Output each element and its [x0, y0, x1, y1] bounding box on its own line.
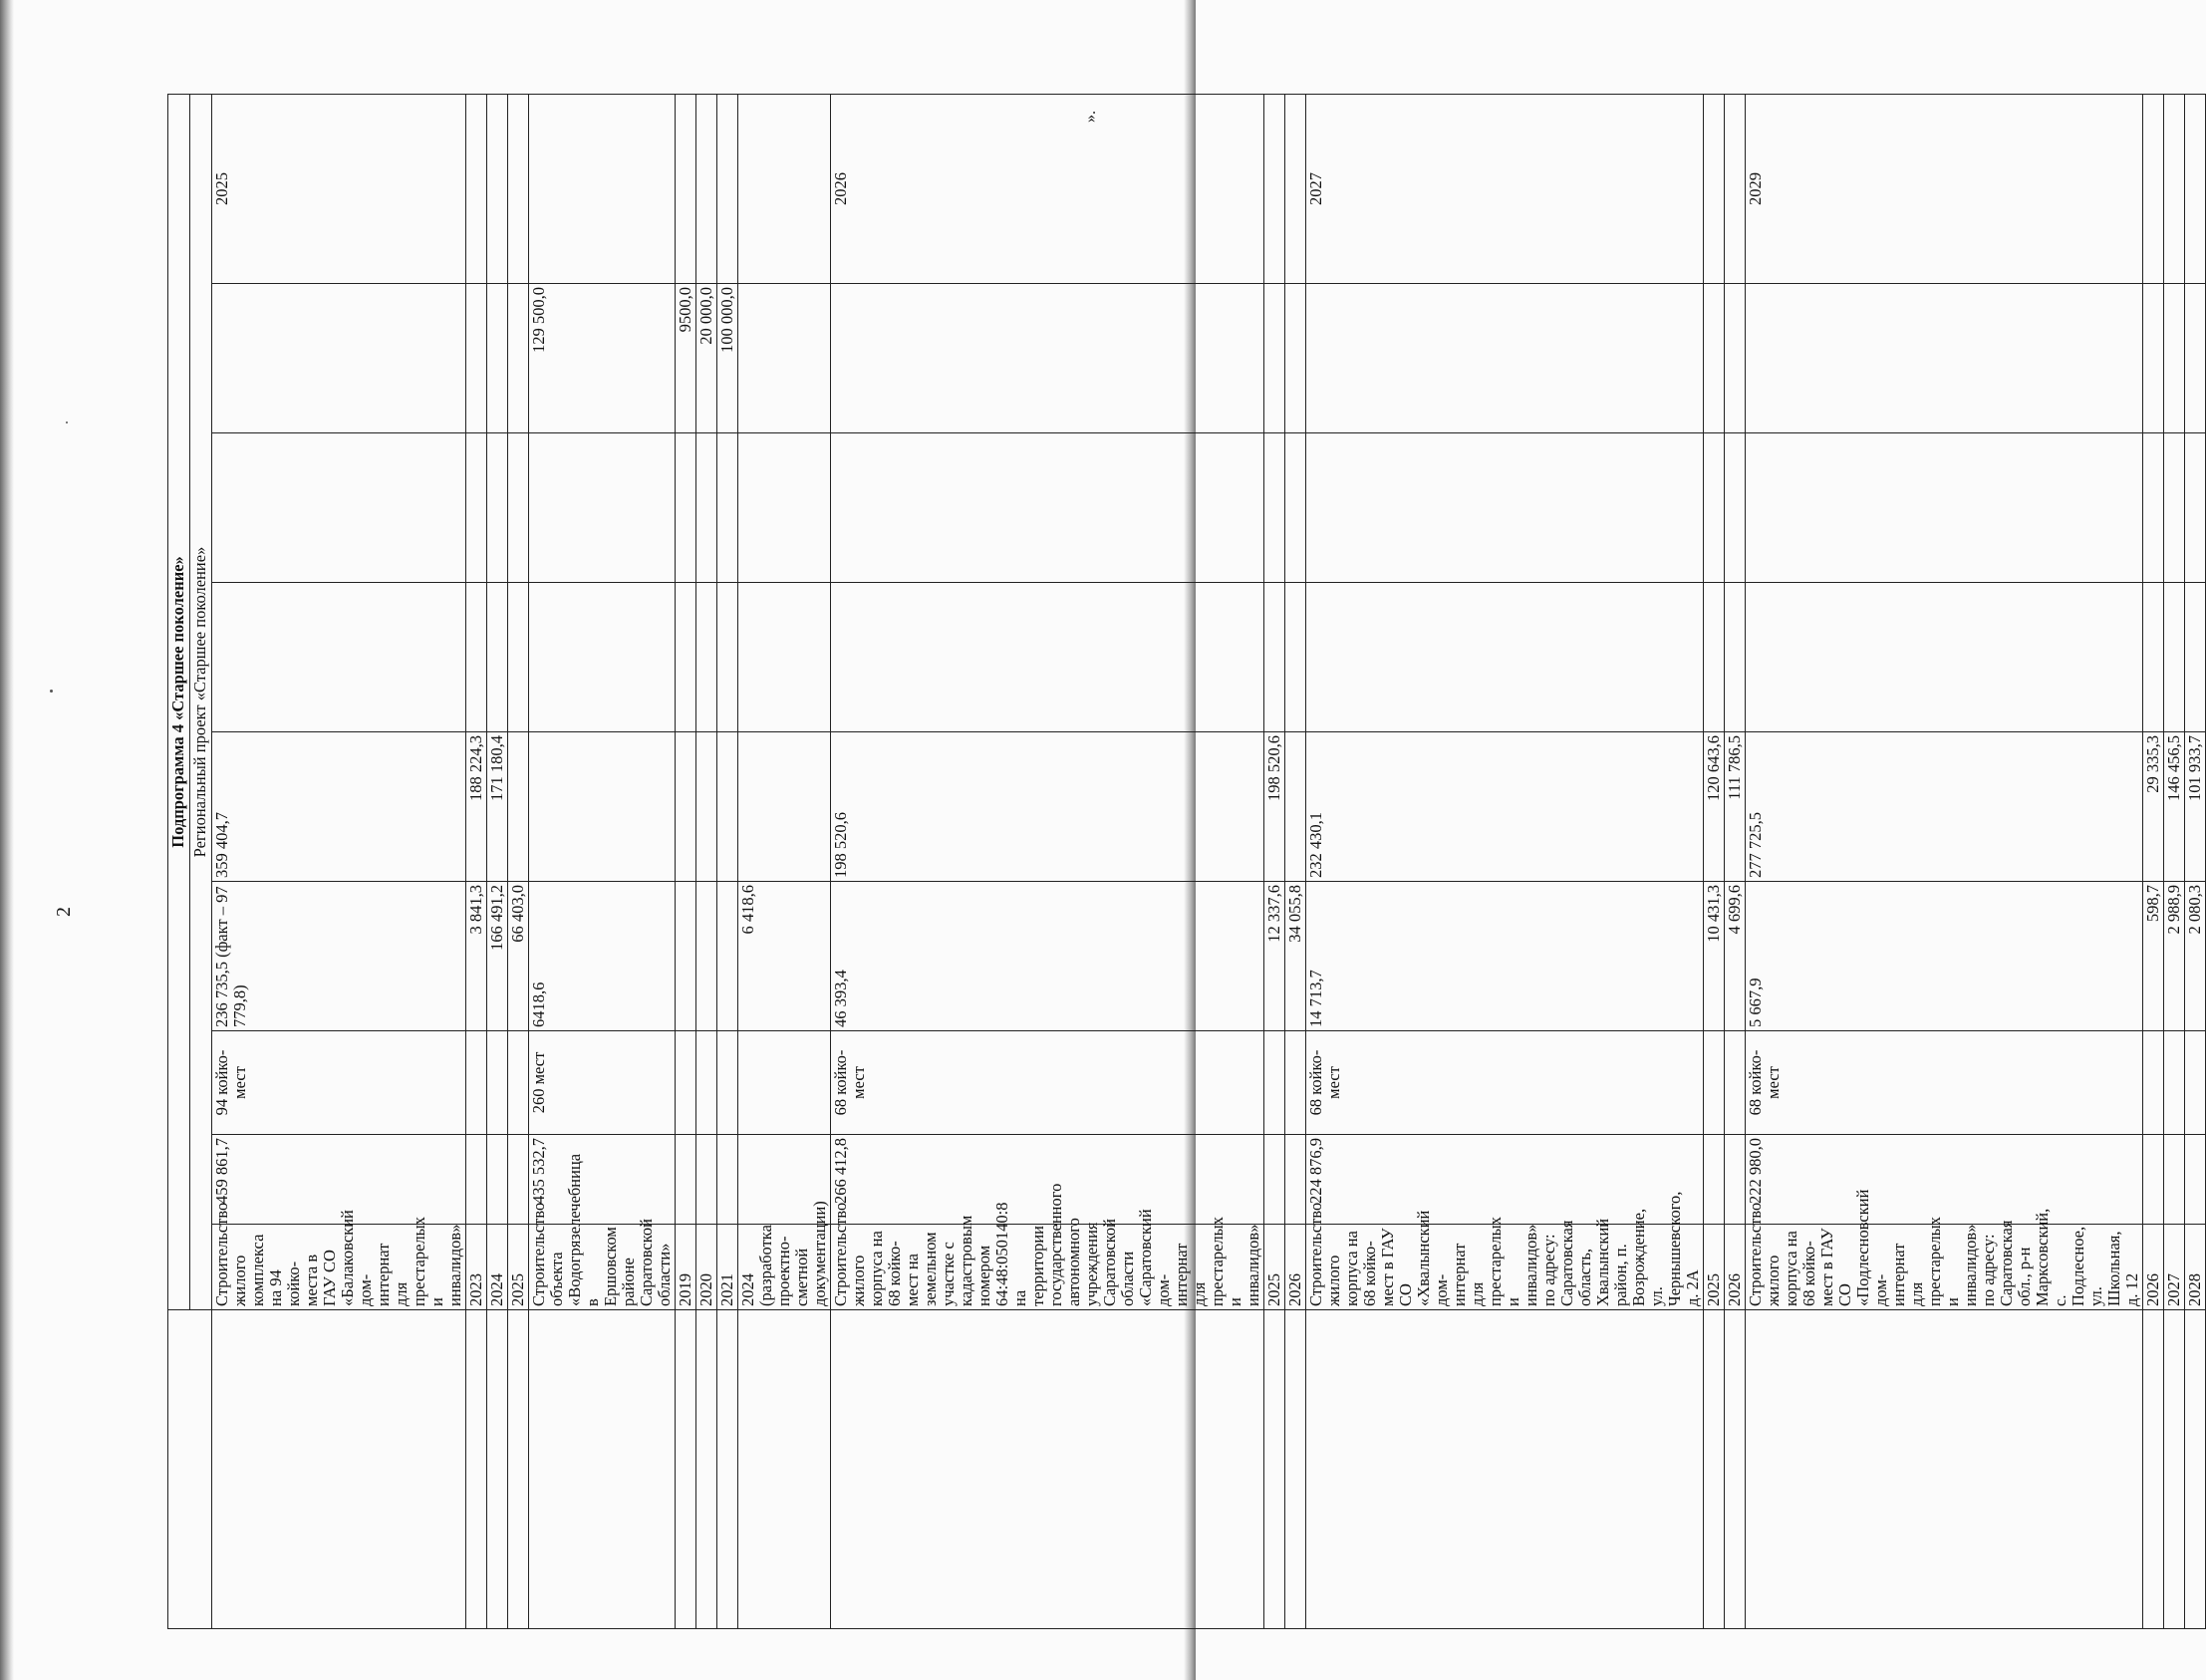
object-value-col5: 359 404,7 — [212, 732, 466, 882]
year-label: 2023 — [466, 1225, 487, 1310]
object-capacity: 68 койко-мест — [1306, 1031, 1704, 1135]
year-value-col8: 100 000,0 — [717, 284, 738, 433]
empty-cell — [487, 583, 508, 732]
object-value-col8 — [1746, 284, 2143, 433]
year-value-col4: 10 431,3 — [1704, 882, 1725, 1031]
object-value-col8 — [831, 284, 1264, 433]
empty-cell — [1285, 433, 1306, 583]
year-value-col4: 6 418,6 — [738, 882, 831, 1031]
object-completion-year: 2029 — [1746, 94, 2143, 283]
empty-cell — [1264, 1031, 1285, 1135]
object-value-col4: 6418,6 — [529, 882, 676, 1031]
row-marker-cell — [487, 1310, 508, 1629]
year-value-col4: 2 988,9 — [2164, 882, 2185, 1031]
empty-cell — [487, 94, 508, 283]
empty-cell — [212, 583, 466, 732]
empty-cell — [487, 1031, 508, 1135]
object-capacity: 68 койко-мест — [831, 1031, 1264, 1135]
object-capacity: 94 койко-мест — [212, 1031, 466, 1135]
object-value-col5: 277 725,5 — [1746, 732, 2143, 882]
year-label: 2025 — [1704, 1225, 1725, 1310]
empty-cell — [466, 583, 487, 732]
title-row — [168, 94, 190, 1628]
year-value-col4: 12 337,6 — [1264, 882, 1285, 1031]
row-marker-cell — [2164, 1310, 2185, 1629]
empty-cell — [1285, 1135, 1306, 1225]
year-value-col8 — [1725, 284, 1746, 433]
year-value-col4: 166 491,2 — [487, 882, 508, 1031]
empty-cell — [1285, 1031, 1306, 1135]
year-value-col5: 198 520,6 — [1264, 732, 1285, 882]
year-label: 2024 — [487, 1225, 508, 1310]
year-row — [1704, 94, 1725, 1628]
row-marker-cell — [190, 1310, 212, 1629]
year-value-col5: 171 180,4 — [487, 732, 508, 882]
empty-cell — [1704, 433, 1725, 583]
year-row — [1725, 94, 1746, 1628]
object-completion-year: 2025 — [212, 94, 466, 283]
row-marker-cell — [212, 1310, 466, 1629]
year-value-col4 — [696, 882, 717, 1031]
year-value-col4: 598,7 — [2143, 882, 2164, 1031]
empty-cell — [1725, 1031, 1746, 1135]
empty-cell — [1704, 1135, 1725, 1225]
year-row — [466, 94, 487, 1628]
year-value-col8 — [2143, 284, 2164, 433]
row-marker-cell — [696, 1310, 717, 1629]
year-row — [717, 94, 738, 1628]
empty-cell — [2185, 433, 2206, 583]
year-value-col4 — [676, 882, 696, 1031]
year-value-col4: 4 699,6 — [1725, 882, 1746, 1031]
row-marker-cell — [2185, 1310, 2206, 1629]
year-value-col5 — [738, 732, 831, 882]
object-row — [1306, 94, 1704, 1628]
object-total-cost: 459 861,7 — [212, 1135, 466, 1225]
year-label: 2028 — [2185, 1225, 2206, 1310]
object-value-col4: 46 393,4 — [831, 882, 1264, 1031]
object-row — [212, 94, 466, 1628]
year-label: 2021 — [717, 1225, 738, 1310]
object-total-cost: 224 876,9 — [1306, 1135, 1704, 1225]
row-marker-cell — [1306, 1310, 1704, 1629]
empty-cell — [738, 94, 831, 283]
empty-cell — [1746, 583, 2143, 732]
empty-cell — [2143, 583, 2164, 732]
object-name: Строительство жилого комплекса на 94 койко-места в ГАУ СО «Балаковский дом-интернат для престарелых и инвалидов» — [212, 1225, 466, 1310]
empty-cell — [529, 583, 676, 732]
empty-cell — [2185, 1135, 2206, 1225]
object-name: Строительство жилого корпуса на 68 койко-мест в ГАУ СО «Подлесновский дом-интернат для престарелых и инвалидов» по адресу: Саратовская обл., р-н Марксовский, с. Подлесное, ул. Школьная, д. 12 — [1746, 1225, 2143, 1310]
empty-cell — [1704, 583, 1725, 732]
year-value-col8 — [508, 284, 529, 433]
row-marker-cell — [676, 1310, 696, 1629]
object-total-cost: 222 980,0 — [1746, 1135, 2143, 1225]
row-marker-cell — [529, 1310, 676, 1629]
year-value-col8 — [487, 284, 508, 433]
empty-cell — [738, 433, 831, 583]
empty-cell — [717, 1135, 738, 1225]
object-capacity: 260 мест — [529, 1031, 676, 1135]
year-label: 2019 — [676, 1225, 696, 1310]
empty-cell — [717, 583, 738, 732]
empty-cell — [1264, 583, 1285, 732]
scan-edge-left — [0, 0, 14, 1680]
year-label: 2026 — [1285, 1225, 1306, 1310]
object-value-col8 — [212, 284, 466, 433]
empty-cell — [676, 433, 696, 583]
empty-cell — [717, 433, 738, 583]
row-marker-cell — [1285, 1310, 1306, 1629]
year-value-col4: 66 403,0 — [508, 882, 529, 1031]
empty-cell — [696, 433, 717, 583]
year-value-col5 — [1285, 732, 1306, 882]
empty-cell — [1285, 583, 1306, 732]
row-marker-cell — [717, 1310, 738, 1629]
year-label: 2025 — [508, 1225, 529, 1310]
year-row — [487, 94, 508, 1628]
year-label: 2025 — [1264, 1225, 1285, 1310]
object-value-col4: 5 667,9 — [1746, 882, 2143, 1031]
empty-cell — [487, 433, 508, 583]
empty-cell — [508, 433, 529, 583]
empty-cell — [2164, 94, 2185, 283]
object-value-col4: 14 713,7 — [1306, 882, 1704, 1031]
year-value-col5: 111 786,5 — [1725, 732, 1746, 882]
row-marker-cell — [508, 1310, 529, 1629]
year-value-col4: 2 080,3 — [2185, 882, 2206, 1031]
object-name: Строительство жилого корпуса на 68 койко-мест в ГАУ СО «Хвалынский дом-интернат для престарелых и инвалидов» по адресу: Саратовская область, Хвалынский район, п. Возрождение, ул. Чернышевского, д. 2А — [1306, 1225, 1704, 1310]
year-value-col4: 34 055,8 — [1285, 882, 1306, 1031]
year-row — [2164, 94, 2185, 1628]
year-value-col8 — [1704, 284, 1725, 433]
year-value-col8: 20 000,0 — [696, 284, 717, 433]
year-row — [1285, 94, 1306, 1628]
row-marker-cell — [738, 1310, 831, 1629]
year-value-col5: 29 335,3 — [2143, 732, 2164, 882]
empty-cell — [2164, 583, 2185, 732]
object-completion-year — [529, 94, 676, 283]
year-value-col8 — [1264, 284, 1285, 433]
empty-cell — [508, 1135, 529, 1225]
empty-cell — [696, 94, 717, 283]
row-marker-cell — [466, 1310, 487, 1629]
regional-project-title: Региональный проект «Старшее поколение» — [190, 94, 212, 1309]
closing-quote: ». — [1082, 111, 1099, 123]
empty-cell — [676, 583, 696, 732]
year-row — [2143, 94, 2164, 1628]
rotated-page-content — [53, 95, 2204, 1629]
object-completion-year: 2026 — [831, 94, 1264, 283]
year-value-col5: 120 643,6 — [1704, 732, 1725, 882]
year-label: 2026 — [1725, 1225, 1746, 1310]
empty-cell — [1704, 94, 1725, 283]
empty-cell — [2185, 1031, 2206, 1135]
empty-cell — [717, 1031, 738, 1135]
year-value-col4 — [717, 882, 738, 1031]
empty-cell — [1725, 94, 1746, 283]
empty-cell — [529, 433, 676, 583]
empty-cell — [1725, 1135, 1746, 1225]
empty-cell — [738, 583, 831, 732]
object-total-cost: 266 412,8 — [831, 1135, 1264, 1225]
year-label: 2026 — [2143, 1225, 2164, 1310]
year-value-col8 — [1285, 284, 1306, 433]
empty-cell — [676, 1135, 696, 1225]
year-value-col8 — [2164, 284, 2185, 433]
empty-cell — [2185, 583, 2206, 732]
empty-cell — [831, 433, 1264, 583]
empty-cell — [466, 1135, 487, 1225]
empty-cell — [1306, 583, 1704, 732]
empty-cell — [696, 1135, 717, 1225]
year-label: 2027 — [2164, 1225, 2185, 1310]
empty-cell — [1264, 94, 1285, 283]
year-value-col8 — [738, 284, 831, 433]
empty-cell — [676, 1031, 696, 1135]
year-value-col8 — [466, 284, 487, 433]
empty-cell — [1725, 433, 1746, 583]
object-value-col5: 198 520,6 — [831, 732, 1264, 882]
year-value-col8: 9500,0 — [676, 284, 696, 433]
empty-cell — [831, 583, 1264, 732]
row-marker-cell — [168, 1310, 190, 1629]
object-value-col8 — [1306, 284, 1704, 433]
empty-cell — [696, 1031, 717, 1135]
empty-cell — [738, 1031, 831, 1135]
year-value-col5 — [717, 732, 738, 882]
year-value-col8 — [2185, 284, 2206, 433]
empty-cell — [2143, 1031, 2164, 1135]
empty-cell — [466, 1031, 487, 1135]
empty-cell — [676, 94, 696, 283]
year-label: 2024 (разработка проектно-сметной документации) — [738, 1225, 831, 1310]
year-value-col4: 3 841,3 — [466, 882, 487, 1031]
scan-speck — [66, 421, 68, 423]
row-marker-cell — [1264, 1310, 1285, 1629]
empty-cell — [696, 583, 717, 732]
row-marker-cell — [2143, 1310, 2164, 1629]
year-row — [738, 94, 831, 1628]
row-marker-cell — [1704, 1310, 1725, 1629]
year-value-col5 — [676, 732, 696, 882]
empty-cell — [2143, 94, 2164, 283]
subtitle-row — [190, 94, 212, 1628]
year-row — [696, 94, 717, 1628]
year-value-col5: 146 456,5 — [2164, 732, 2185, 882]
scan-speck — [50, 690, 53, 693]
object-value-col8: 129 500,0 — [529, 284, 676, 433]
object-value-col5 — [529, 732, 676, 882]
empty-cell — [2164, 1135, 2185, 1225]
object-name: Строительство объекта «Водогрязелечебница в Ершовском районе Саратовской области» — [529, 1225, 676, 1310]
year-value-col5: 101 933,7 — [2185, 732, 2206, 882]
empty-cell — [466, 433, 487, 583]
empty-cell — [1746, 433, 2143, 583]
year-row — [676, 94, 696, 1628]
year-label: 2020 — [696, 1225, 717, 1310]
empty-cell — [2164, 433, 2185, 583]
row-marker-cell — [831, 1310, 1264, 1629]
object-total-cost: 435 532,7 — [529, 1135, 676, 1225]
empty-cell — [508, 583, 529, 732]
year-value-col5 — [508, 732, 529, 882]
year-value-col5 — [696, 732, 717, 882]
object-row — [529, 94, 676, 1628]
empty-cell — [1306, 433, 1704, 583]
page-number: 2 — [53, 907, 75, 917]
object-row — [1746, 94, 2143, 1628]
empty-cell — [212, 433, 466, 583]
object-row — [831, 94, 1264, 1628]
empty-cell — [2143, 1135, 2164, 1225]
object-value-col5: 232 430,1 — [1306, 732, 1704, 882]
empty-cell — [1704, 1031, 1725, 1135]
year-value-col5: 188 224,3 — [466, 732, 487, 882]
empty-cell — [1264, 433, 1285, 583]
row-marker-cell — [1746, 1310, 2143, 1629]
year-row — [2185, 94, 2206, 1628]
object-completion-year: 2027 — [1306, 94, 1704, 283]
row-marker-cell — [1725, 1310, 1746, 1629]
empty-cell — [466, 94, 487, 283]
empty-cell — [2143, 433, 2164, 583]
year-row — [1264, 94, 1285, 1628]
empty-cell — [508, 94, 529, 283]
empty-cell — [508, 1031, 529, 1135]
empty-cell — [487, 1135, 508, 1225]
empty-cell — [717, 94, 738, 283]
object-capacity: 68 койко-мест — [1746, 1031, 2143, 1135]
empty-cell — [1264, 1135, 1285, 1225]
empty-cell — [1285, 94, 1306, 283]
year-row — [508, 94, 529, 1628]
empty-cell — [1725, 583, 1746, 732]
empty-cell — [2164, 1031, 2185, 1135]
subprogram-table — [167, 94, 2206, 1629]
object-name: Строительство жилого корпуса на 68 койко-мест на земельном участке с кадастровым номером 64:48:050140:8 на территории государственного автономного учреждения Саратовской области «Саратовский дом-интернат для престарелых и инвалидов» — [831, 1225, 1264, 1310]
object-value-col4: 236 735,5 (факт – 97 779,8) — [212, 882, 466, 1031]
empty-cell — [2185, 94, 2206, 283]
subprogram-title: Подпрограмма 4 «Старшее поколение» — [168, 94, 190, 1309]
